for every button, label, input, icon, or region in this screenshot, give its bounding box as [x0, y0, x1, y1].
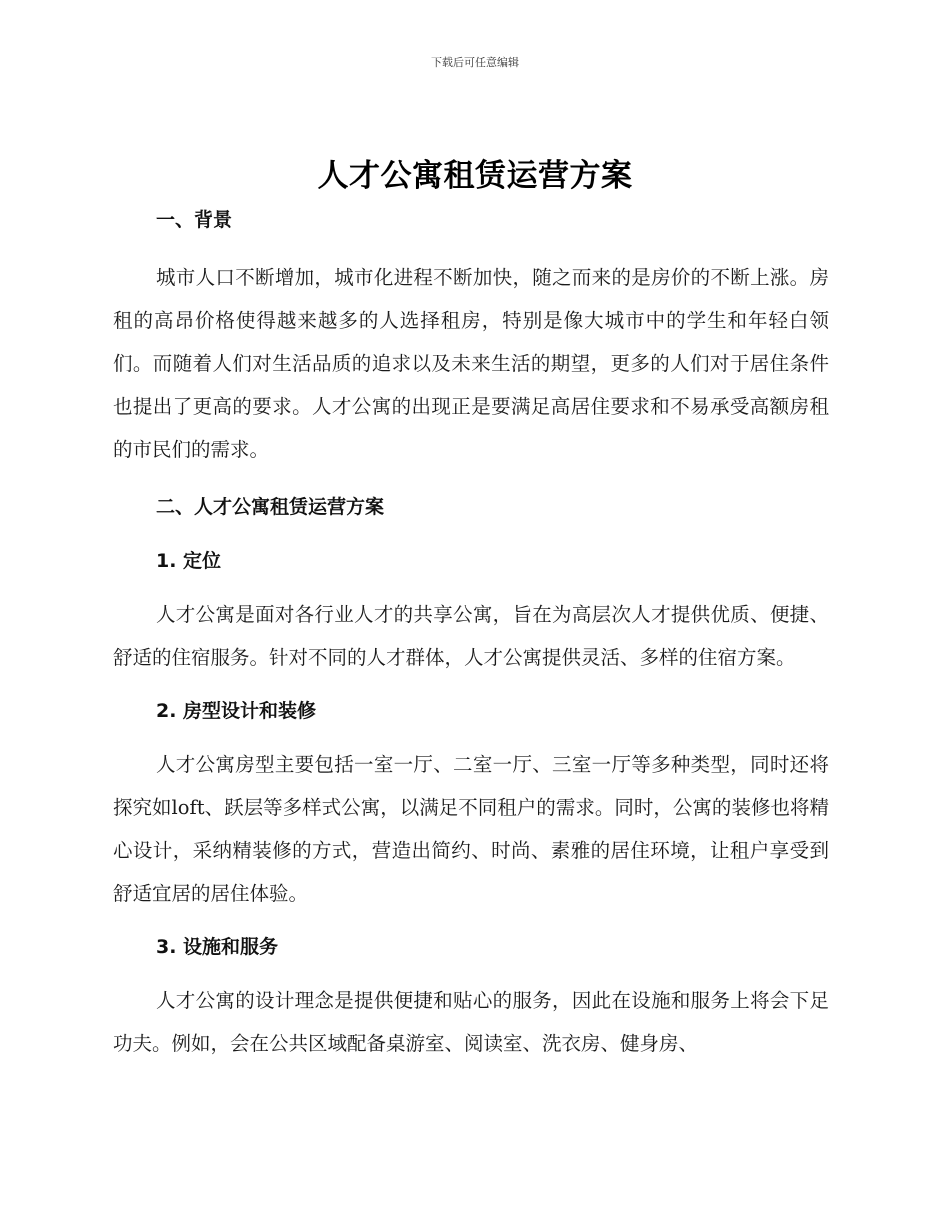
document-title: 人才公寓租赁运营方案: [317, 158, 633, 194]
paragraph-background: 城市人口不断增加，城市化进程不断加快，随之而来的是房价的不断上涨。房租的高昂价格使得越来越多的人选择租房，特别是像大城市中的学生和年轻白领们。而随着人们对生活品质的追求以及未来生活的期望，更多的人们对于居住条件也提出了更高的要求。人才公寓的出现正是要满足高居住要求和不易承受高额房租的市民们的需求。: [113, 266, 829, 461]
subsection-heading-positioning: 1. 定位: [156, 550, 222, 572]
section-heading-plan: 二、人才公寓租赁运营方案: [156, 496, 385, 518]
paragraph-design: 人才公寓房型主要包括一室一厅、二室一厅、三室一厅等多种类型，同时还将探究如loft、跃层等多样式公寓，以满足不同租户的需求。同时，公寓的装修也将精心设计，采纳精装修的方式，营造出简约、时尚、素雅的居住环境，让租户享受到舒适宜居的居住体验。: [113, 753, 829, 905]
subsection-heading-facilities: 3. 设施和服务: [156, 936, 279, 958]
section-heading-background: 一、背景: [156, 209, 233, 231]
document-body: [113, 198, 829, 1065]
subsection-heading-design: 2. 房型设计和装修: [156, 700, 317, 722]
header-note: 下载后可任意编辑: [431, 56, 519, 69]
paragraph-positioning: 人才公寓是面对各行业人才的共享公寓，旨在为高层次人才提供优质、便捷、舒适的住宿服务。针对不同的人才群体，人才公寓提供灵活、多样的住宿方案。: [113, 603, 829, 669]
paragraph-facilities: 人才公寓的设计理念是提供便捷和贴心的服务，因此在设施和服务上将会下足功夫。例如，会在公共区域配备桌游室、阅读室、洗衣房、健身房、: [113, 989, 829, 1055]
